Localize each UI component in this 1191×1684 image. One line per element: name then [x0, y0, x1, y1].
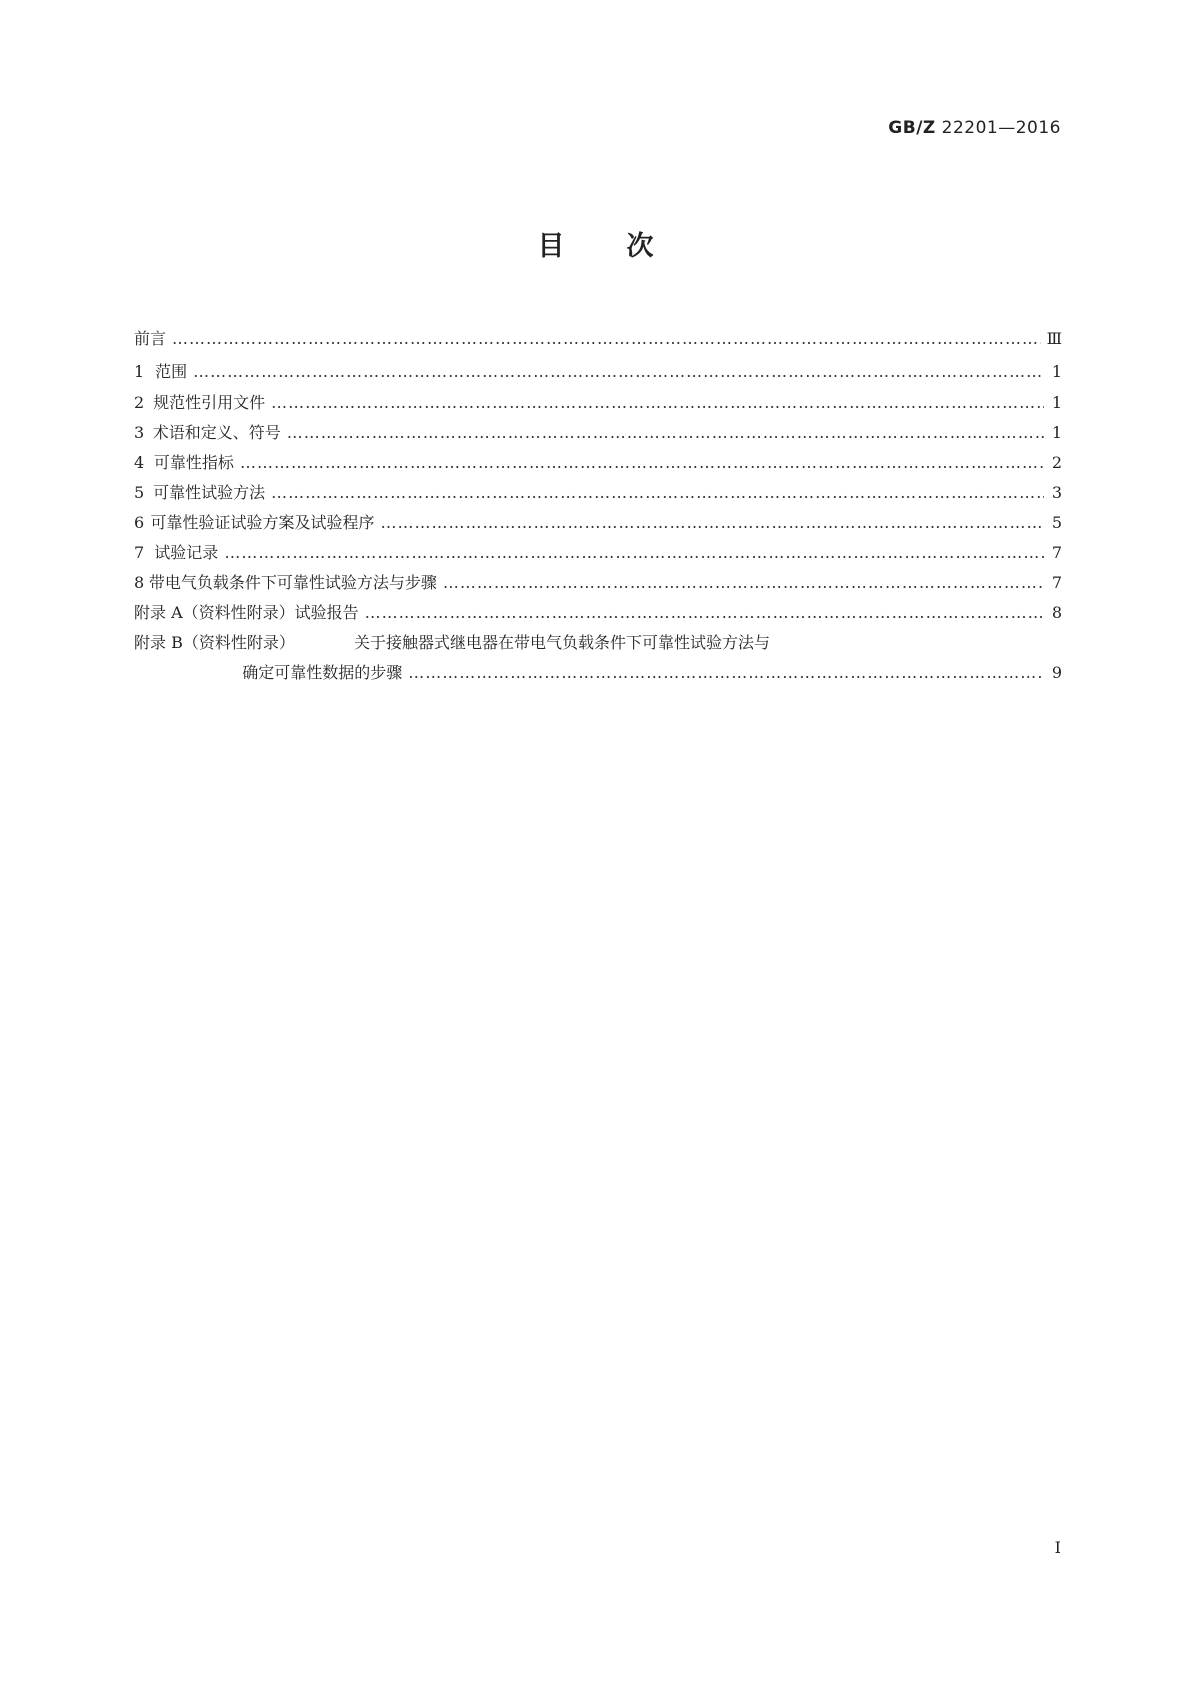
- toc-number: 5: [134, 483, 145, 502]
- toc-label: 可靠性验证试验方案及试验程序: [150, 513, 375, 532]
- toc-entry-3[interactable]: [134, 420, 1062, 442]
- toc-label: 试验报告: [294, 603, 359, 622]
- dot-leader: [443, 573, 1044, 592]
- toc-number: 1: [134, 362, 145, 381]
- toc-page: Ⅲ: [1046, 329, 1062, 348]
- toc-page: 5: [1051, 513, 1062, 532]
- toc-number: 3: [134, 423, 145, 442]
- toc-entry-4[interactable]: [134, 450, 1062, 472]
- toc-page: 3: [1051, 483, 1062, 502]
- toc-entry-7[interactable]: [134, 540, 1062, 562]
- toc-label: 前言: [134, 329, 167, 348]
- dot-leader: [172, 329, 1041, 348]
- toc-entry-appendix-b[interactable]: [134, 630, 1062, 652]
- toc-label: 试验记录: [154, 543, 219, 562]
- toc-number: 7: [134, 543, 145, 562]
- dot-leader: [271, 483, 1044, 502]
- toc-page: 9: [1051, 663, 1062, 682]
- dot-leader: [287, 423, 1044, 442]
- toc-number: 8: [134, 573, 145, 592]
- toc-page: 1: [1051, 362, 1062, 381]
- appendix-heading: 附录 A（资料性附录）: [134, 603, 295, 622]
- dot-leader: [240, 453, 1044, 472]
- toc-page: 7: [1051, 543, 1062, 562]
- standard-header: [888, 118, 1061, 138]
- toc-page: 7: [1051, 573, 1062, 592]
- dot-leader: [271, 393, 1044, 412]
- dot-leader: [365, 603, 1044, 622]
- appendix-heading: 附录 B（资料性附录）: [134, 633, 295, 652]
- toc-page: 1: [1051, 393, 1062, 412]
- page-number: I: [1054, 1538, 1061, 1557]
- standard-number: 22201—2016: [941, 118, 1061, 138]
- toc-page: 1: [1051, 423, 1062, 442]
- toc-number: 4: [134, 453, 145, 472]
- toc-number: 2: [134, 393, 145, 412]
- standard-code: GB/Z: [888, 118, 936, 138]
- dot-leader: [408, 663, 1044, 682]
- page-title: 目次: [537, 231, 716, 262]
- toc-entry-8[interactable]: [134, 570, 1062, 592]
- toc-entry-appendix-b-continued[interactable]: [134, 660, 1062, 682]
- toc-page: 2: [1051, 453, 1062, 472]
- toc-label: 术语和定义、符号: [152, 423, 281, 442]
- toc-label: 规范性引用文件: [153, 393, 266, 412]
- toc-entry-6[interactable]: [134, 510, 1062, 532]
- toc-number: 6: [134, 513, 145, 532]
- toc-label: 关于接触器式继电器在带电气负载条件下可靠性试验方法与: [354, 633, 771, 652]
- toc-entry-5[interactable]: [134, 480, 1062, 502]
- toc-label: 带电气负载条件下可靠性试验方法与步骤: [148, 573, 437, 592]
- toc-entry-1[interactable]: [134, 359, 1062, 381]
- toc-label: 可靠性试验方法: [153, 483, 266, 502]
- toc-label: 可靠性指标: [153, 453, 234, 472]
- dot-leader: [193, 362, 1044, 381]
- toc-label: 范围: [155, 362, 188, 381]
- toc-page: 8: [1051, 603, 1062, 622]
- dot-leader: [380, 513, 1044, 532]
- toc-entry-appendix-a[interactable]: [134, 600, 1062, 622]
- toc-label: 确定可靠性数据的步骤: [242, 663, 403, 682]
- toc-entry-2[interactable]: [134, 390, 1062, 412]
- dot-leader: [224, 543, 1044, 562]
- toc-entry-foreword[interactable]: [134, 326, 1062, 348]
